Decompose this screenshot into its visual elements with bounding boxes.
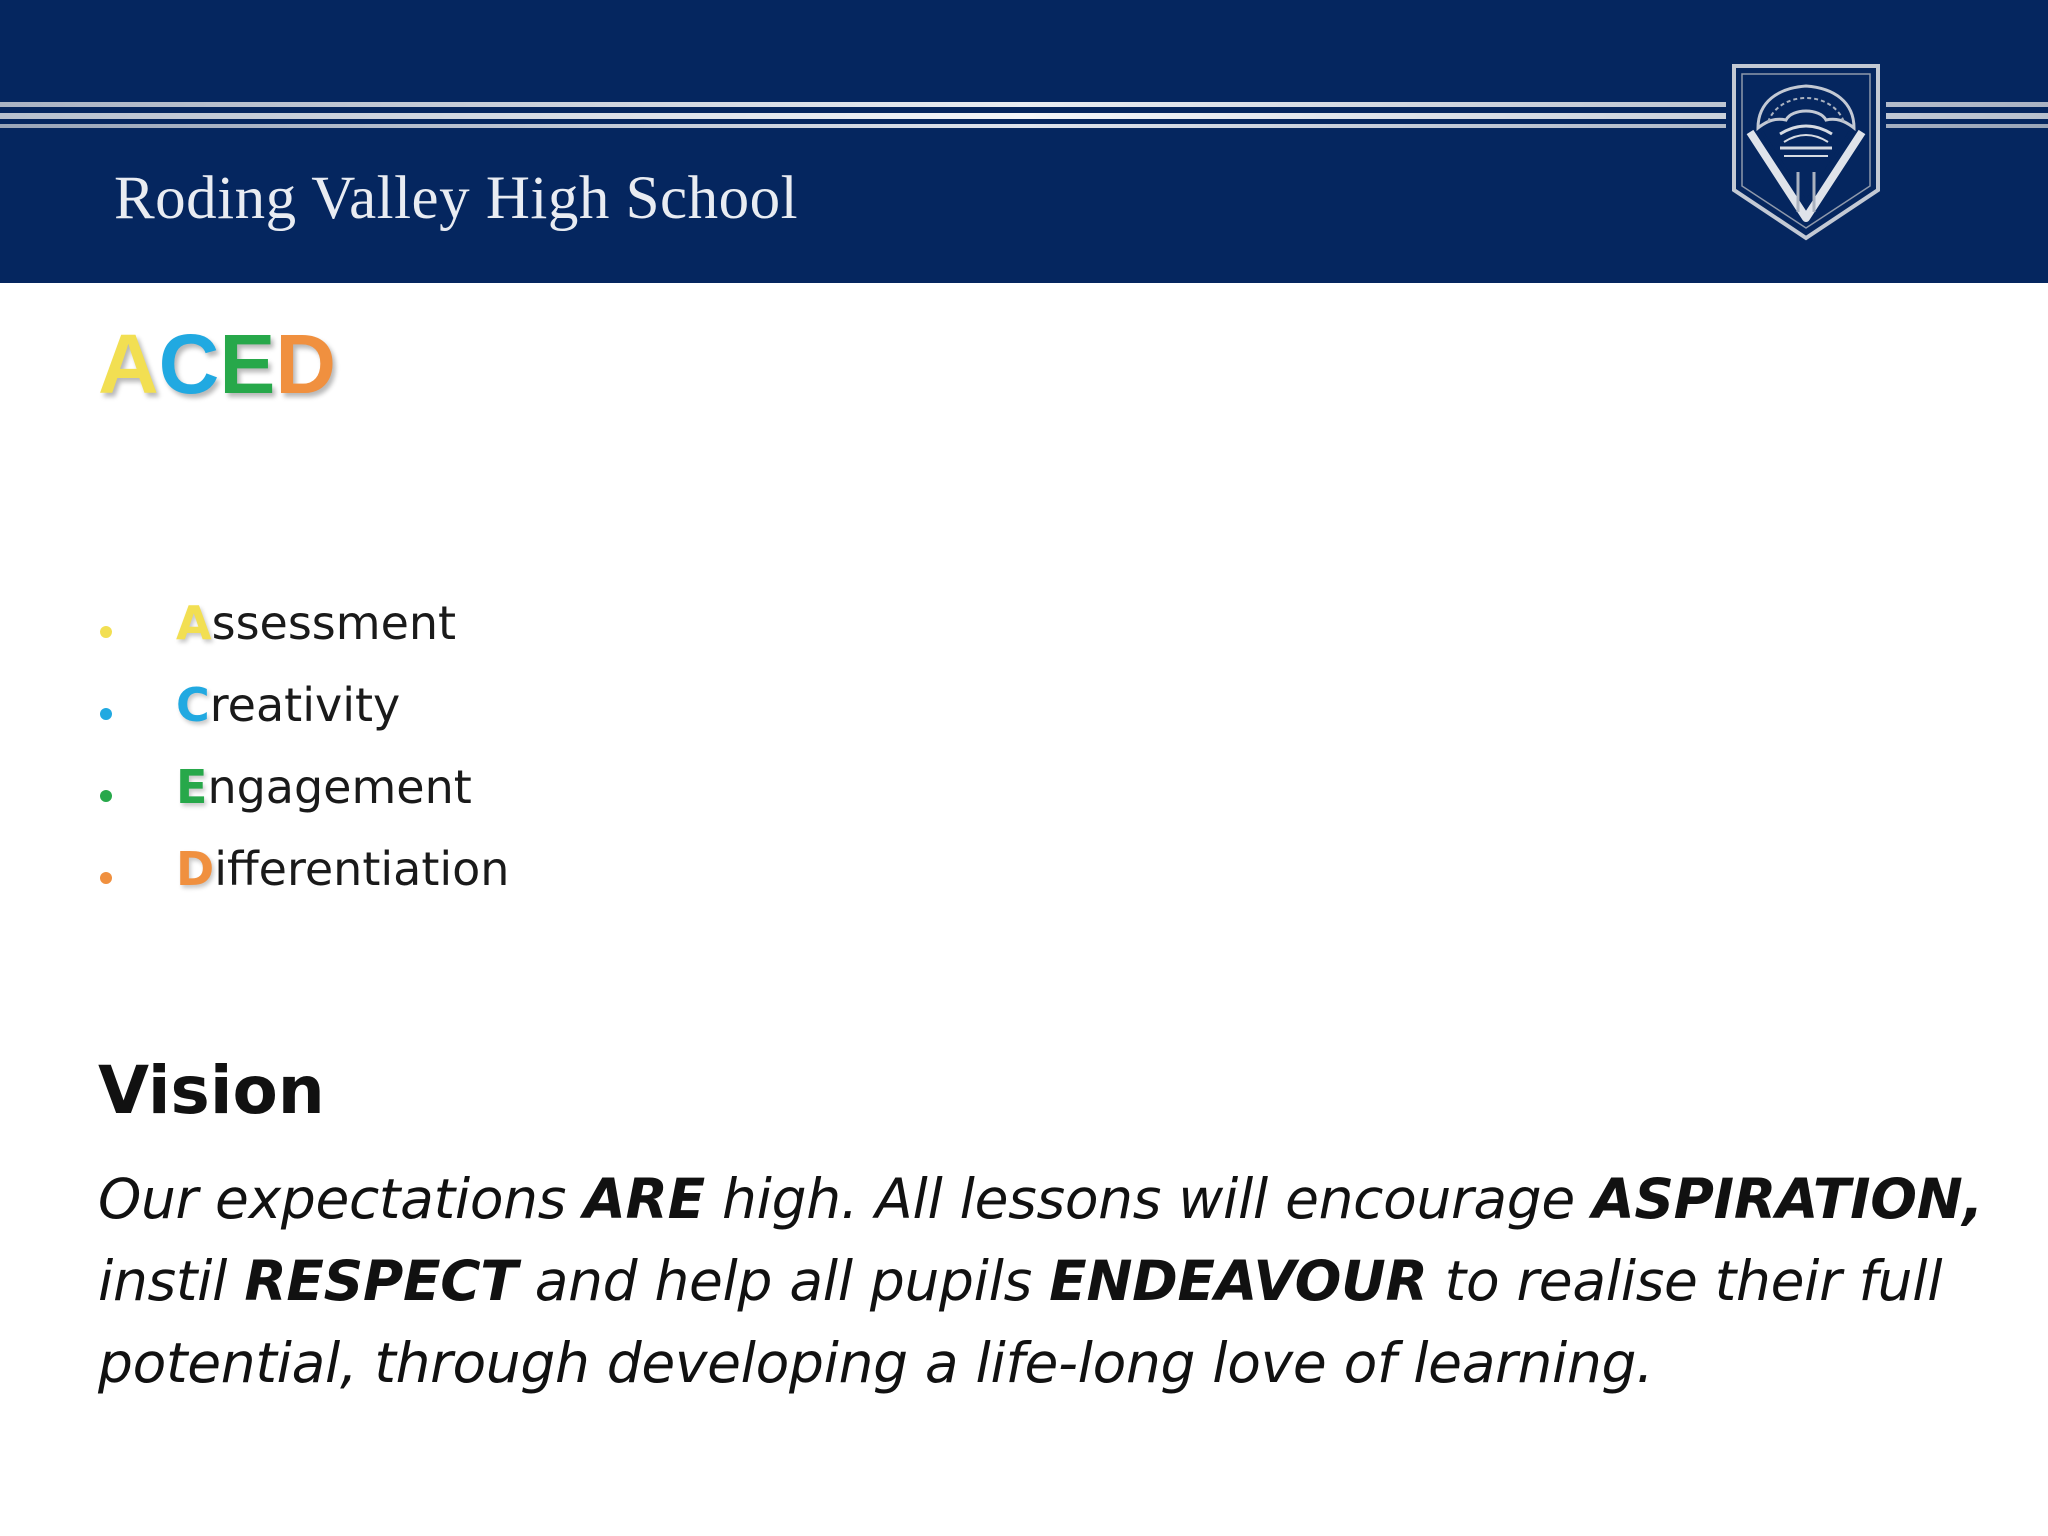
vision-text-segment: to realise their full [1427,1249,1943,1313]
vision-heading: Vision [98,1052,325,1129]
list-item-initial: E [176,760,208,814]
vision-emphasis: RESPECT [244,1249,518,1313]
list-item-initial: A [176,596,212,650]
vision-line [98,1240,1998,1322]
vision-text-segment: instil [98,1249,245,1313]
vision-text-segment: Our expectations [98,1167,584,1231]
list-item-label: ngagement [207,760,472,814]
list-item-initial: D [176,842,215,896]
vision-line [98,1322,1998,1404]
list-item-text [176,678,400,732]
bullet-icon [100,872,112,884]
list-item-initial: C [176,678,210,732]
bullet-icon [100,626,112,638]
school-crest-icon [1728,62,1884,242]
list-item-text [176,596,456,650]
list-item-label: ifferentiation [214,842,510,896]
vision-emphasis: ASPIRATION [1592,1167,1963,1231]
title-letter-d: D [275,317,337,411]
list-item-text [176,760,472,814]
vision-emphasis: ENDEAVOUR [1049,1249,1428,1313]
aced-title [98,317,337,411]
vision-text-segment: high. All lessons will encourage [704,1167,1593,1231]
title-letter-c: C [158,317,220,411]
list-item-label: reativity [209,678,401,732]
vision-text-segment: and help all pupils [517,1249,1050,1313]
bullet-icon [100,708,112,720]
header-banner [0,0,2048,283]
title-letter-e: E [219,317,276,411]
vision-statement [98,1158,1998,1404]
list-item-text [176,842,509,896]
bullet-icon [100,790,112,802]
vision-line [98,1158,1998,1240]
vision-emphasis: ARE [583,1167,705,1231]
vision-text-segment: potential, through developing a life-long love of learning. [98,1331,1654,1395]
vision-text-segment: , [1962,1167,1984,1231]
list-item-label: ssessment [211,596,457,650]
title-letter-a: A [98,317,159,411]
school-name: Roding Valley High School [114,165,799,232]
